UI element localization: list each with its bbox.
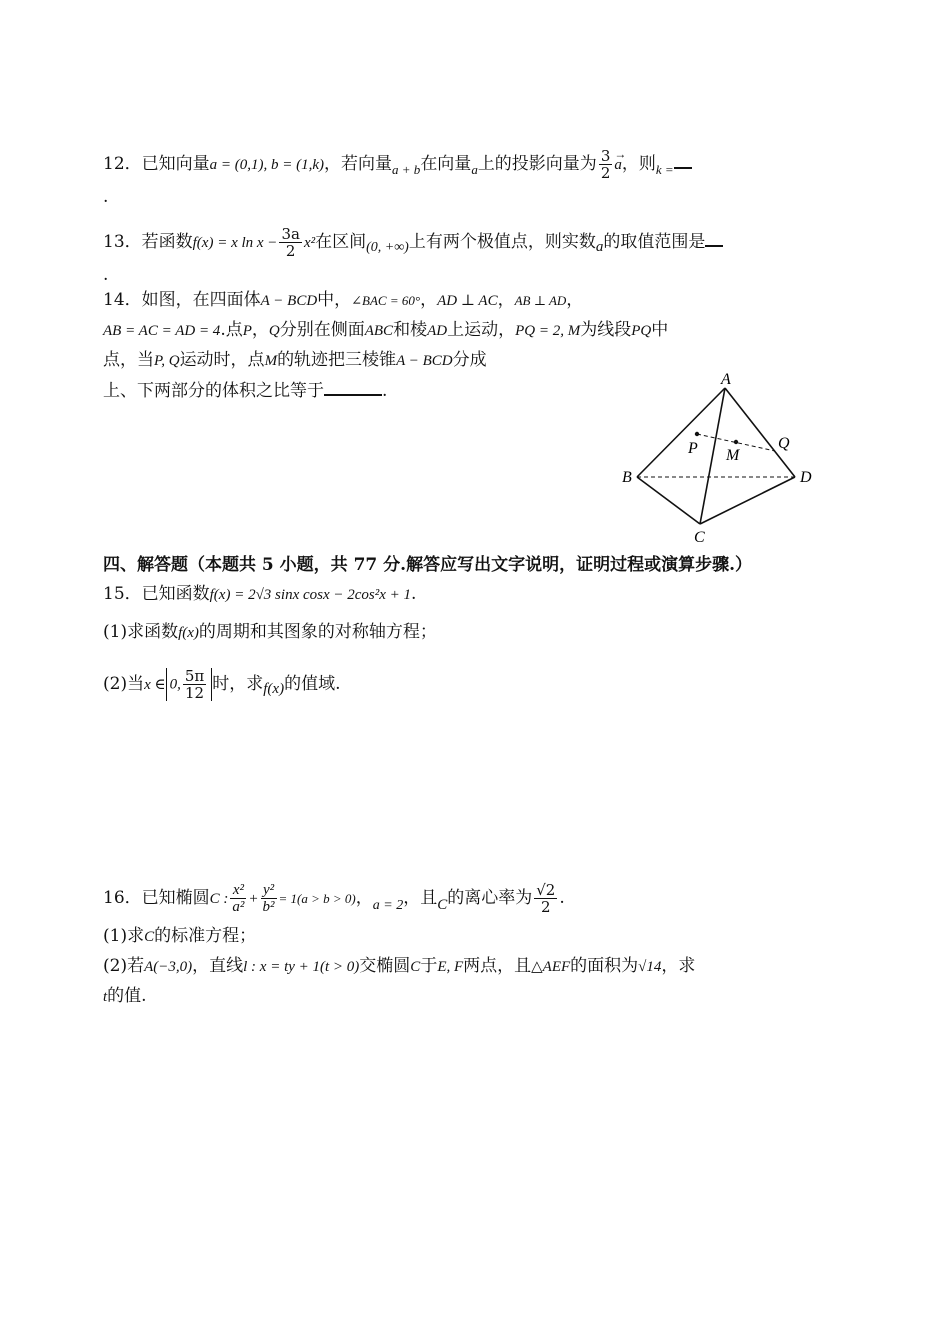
q16-p2-math-sqrt: √14: [638, 959, 662, 975]
q15-text1: 已知函数: [141, 584, 210, 604]
q12-vector-arrow-icon: →: [614, 147, 627, 161]
q12-line2: [103, 186, 108, 208]
q12-frac-num: 3: [600, 147, 611, 165]
q14-text16: 分成: [452, 350, 487, 370]
q16-text2: ，: [355, 888, 373, 908]
point-p: [695, 432, 699, 436]
q13-tail: .: [103, 265, 109, 285]
q16-p2-math-c: C: [410, 959, 421, 975]
q16-p2-text1: (2)若: [103, 956, 145, 976]
q14-math-p: P: [242, 323, 252, 339]
q13-line2: [103, 264, 108, 286]
q15-p2-int-left: 0,: [169, 676, 181, 693]
q16-frac-x: [230, 882, 246, 915]
q16-p2-math-line: l : x = ty + 1(t > 0): [243, 959, 360, 975]
q14-math-pq: PQ = 2, M: [515, 323, 581, 339]
q13-frac-den: 2: [285, 242, 296, 260]
q15-math-f: f(x) = 2√3 sinx cosx − 2cos²x + 1: [209, 587, 412, 603]
q14-text2: 中，: [317, 290, 352, 310]
q16-p1-math: C: [144, 929, 155, 945]
q13-math-x2: x²: [303, 235, 316, 251]
q15-p2-frac-den: 12: [185, 684, 205, 702]
q15-p1-text2: 的周期和其图象的对称轴方程；: [198, 622, 437, 642]
q14-math-pq3: P, Q: [154, 353, 180, 369]
q13-math-f: f(x) = x ln x −: [192, 235, 278, 251]
q14-text14: 运动时，点: [179, 350, 265, 370]
q14-math-m: M: [264, 353, 278, 369]
q15-line1: [103, 583, 416, 606]
q12-math-a: a: [471, 162, 478, 177]
q15-p1-math: f(x): [178, 625, 199, 641]
q16-p2-math-ef: E, F: [437, 959, 464, 975]
q16-frac-ecc: [534, 882, 557, 915]
q15-part2: [103, 668, 341, 701]
q16-p2-text7: ，求: [661, 956, 696, 976]
q12-line1: [103, 148, 692, 181]
q14-text10: 上运动，: [447, 320, 516, 340]
q14-text7: ，: [251, 320, 269, 340]
q16-p2-text4: 于: [420, 956, 438, 976]
q14-text17: 上、下两部分的体积之比等于: [103, 381, 324, 401]
q16-tail: .: [559, 888, 565, 908]
q16-p2-text3: 交椭圆: [359, 956, 411, 976]
q14-line2: [103, 319, 668, 342]
q16-frac-ecc-num: √2: [536, 881, 556, 899]
q16-frac-y-num: y²: [261, 882, 277, 899]
q15-p2-fraction: [183, 668, 206, 701]
q13-line1: [103, 226, 723, 259]
q14-text6: .点: [220, 320, 243, 340]
q16-p3-text: 的值.: [107, 986, 147, 1006]
q14-text8: 分别在侧面: [279, 320, 365, 340]
q13-text3: 上有两个极值点，则实数: [408, 232, 596, 252]
q14-text4: ，: [497, 290, 515, 310]
q13-number: 13．: [103, 232, 142, 252]
q16-p1-text1: (1)求: [103, 926, 145, 946]
q14-math-abc: ABC: [364, 323, 394, 339]
q16-p2-text6: 的面积为: [570, 956, 639, 976]
label-a: A: [721, 371, 731, 388]
q15-p2-math-x: x ∈: [144, 677, 166, 693]
q14-math-lengths: AB = AC = AD = 4: [103, 323, 221, 339]
q16-plus: +: [248, 891, 259, 907]
q14-tail: .: [382, 381, 388, 401]
q15-number: 15．: [103, 584, 142, 604]
q14-math-ad: AD: [427, 323, 448, 339]
q16-frac-y: [261, 882, 277, 915]
q12-text4: 上的投影向量为: [477, 154, 597, 174]
label-m: M: [726, 447, 740, 464]
q12-number: 12．: [103, 154, 142, 174]
q14-math-pq2: PQ: [631, 323, 652, 339]
q16-text4: 的离心率为: [447, 888, 533, 908]
q16-math-c: C :: [209, 891, 229, 907]
q12-vector-a: → a: [614, 157, 622, 173]
point-m: [734, 440, 738, 444]
q15-p2-text3: 的值域.: [284, 674, 341, 694]
q14-number: 14．: [103, 290, 142, 310]
q14-text15: 的轨迹把三棱锥: [277, 350, 397, 370]
q16-frac-x-den: a²: [232, 899, 245, 915]
q16-p1-text2: 的标准方程；: [154, 926, 257, 946]
label-d: D: [800, 469, 812, 486]
q13-text1: 若函数: [141, 232, 193, 252]
q15-tail: .: [411, 584, 417, 604]
q16-part2: [103, 955, 695, 978]
q13-frac-num: 3a: [281, 225, 300, 243]
section4-title: 四、解答题（本题共 5 小题，共 77 分.解答应写出文字说明，证明过程或演算步骤.）: [103, 555, 752, 575]
label-q: Q: [778, 435, 790, 452]
q14-math-tetra2: A − BCD: [396, 353, 453, 369]
q14-math-angle: ∠BAC = 60°: [351, 293, 421, 308]
q16-part2-cont: [103, 985, 147, 1008]
edge-bc: [637, 477, 700, 524]
q13-fraction: [279, 226, 302, 259]
q14-text13: 点，当: [103, 350, 154, 370]
q12-frac-den: 2: [600, 164, 611, 182]
q14-text11: 为线段: [580, 320, 632, 340]
q14-text1: 如图，在四面体: [141, 290, 261, 310]
edge-cd: [700, 477, 795, 524]
q16-line1: [103, 882, 565, 915]
q14-text12: 中: [651, 320, 669, 340]
label-b: B: [622, 469, 632, 486]
q14-line4: [103, 378, 387, 402]
q12-math-k: k =: [655, 162, 674, 177]
q12-math-sum: a + b: [392, 162, 421, 177]
q13-text2: 在区间: [315, 232, 367, 252]
label-p: P: [688, 440, 698, 457]
q14-text5: ，: [566, 290, 584, 310]
q15-p2-math-f: f(x): [263, 681, 285, 697]
q16-frac-y-den: b²: [262, 899, 275, 915]
q16-text3: ，且: [403, 888, 438, 908]
q16-p2-text2: ，直线: [192, 956, 244, 976]
q12-fraction: [599, 148, 613, 181]
q13-text4: 的取值范围是: [603, 232, 706, 252]
q12-text1: 已知向量: [141, 154, 210, 174]
q16-frac-ecc-den: 2: [541, 898, 551, 916]
q16-frac-x-num: x²: [230, 882, 246, 899]
q15-p2-text2: 时，求: [212, 674, 264, 694]
q16-p3-math-t: t: [103, 989, 108, 1005]
q15-part1: [103, 621, 437, 644]
q16-number: 16．: [103, 888, 142, 908]
q12-math-vectors: a = (0,1), b = (1,k): [209, 157, 325, 173]
q14-math-q: Q: [268, 323, 280, 339]
q15-p1-text1: (1)求函数: [103, 622, 179, 642]
q13-answer-blank: [705, 233, 723, 247]
q15-p2-frac-num: 5π: [184, 667, 205, 685]
q12-text3: 在向量: [420, 154, 472, 174]
q16-math-c2: C: [437, 897, 448, 913]
q14-text3: ，: [420, 290, 438, 310]
q15-p2-interval: [166, 668, 213, 701]
label-c: C: [694, 529, 705, 546]
q14-answer-blank: [324, 378, 382, 396]
q16-p2-math-a: A(−3,0): [144, 959, 193, 975]
q12-tail: .: [103, 187, 109, 207]
q14-line1: [103, 289, 583, 312]
q14-math-tetra: A − BCD: [260, 293, 318, 309]
q16-part1: [103, 925, 256, 948]
q16-text1: 已知椭圆: [141, 888, 210, 908]
q16-math-eq: = 1(a > b > 0): [278, 891, 356, 906]
q16-p2-text5: 两点，且: [463, 956, 532, 976]
q12-answer-blank: [674, 155, 692, 169]
q15-p2-text1: (2)当: [103, 674, 145, 694]
tetrahedron-figure: [615, 368, 845, 548]
q13-math-a: a: [595, 239, 604, 255]
q13-math-interval: (0, +∞): [366, 240, 409, 255]
q16-p2-math-tri: △AEF: [531, 959, 571, 975]
q12-text2: ，若向量: [324, 154, 393, 174]
q16-math-a2: a = 2: [372, 898, 404, 913]
q14-math-perp1: AD ⊥ AC: [437, 293, 498, 309]
q12-text5: ，则: [621, 154, 656, 174]
q14-math-perp2: AB ⊥ AD: [514, 293, 567, 308]
q14-text9: 和棱: [393, 320, 428, 340]
q14-line3: [103, 349, 487, 372]
